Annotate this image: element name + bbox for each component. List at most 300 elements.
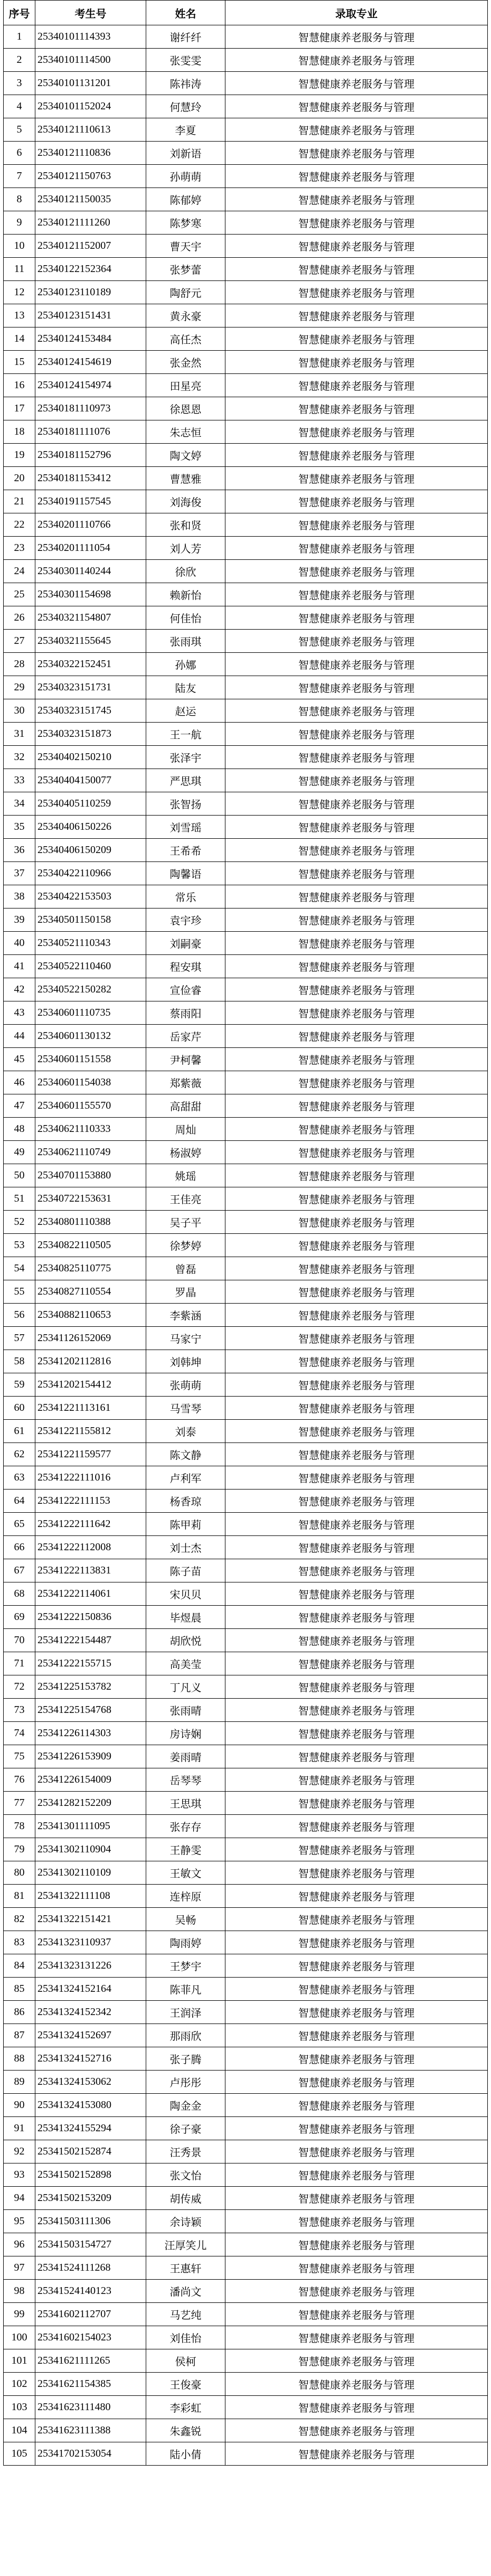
table-row bbox=[4, 1490, 488, 1513]
cell-major: 智慧健康养老服务与管理 bbox=[225, 2256, 488, 2280]
cell-name: 陶馨语 bbox=[146, 862, 225, 885]
table-row bbox=[4, 281, 488, 304]
cell-exam-id: 25340181111076 bbox=[35, 420, 146, 444]
cell-major: 智慧健康养老服务与管理 bbox=[225, 1954, 488, 1978]
cell-name: 刘佳怡 bbox=[146, 2326, 225, 2349]
table-row bbox=[4, 2280, 488, 2303]
cell-major: 智慧健康养老服务与管理 bbox=[225, 2024, 488, 2047]
cell-name: 王润泽 bbox=[146, 2001, 225, 2024]
cell-major: 智慧健康养老服务与管理 bbox=[225, 630, 488, 653]
cell-major: 智慧健康养老服务与管理 bbox=[225, 955, 488, 978]
table-row bbox=[4, 327, 488, 351]
cell-name: 陈梦寒 bbox=[146, 211, 225, 235]
cell-index: 47 bbox=[4, 1094, 35, 1118]
cell-exam-id: 25340522110460 bbox=[35, 955, 146, 978]
table-row bbox=[4, 1048, 488, 1071]
table-row bbox=[4, 1954, 488, 1978]
cell-exam-id: 25341126152069 bbox=[35, 1327, 146, 1350]
cell-name: 王佳亮 bbox=[146, 1187, 225, 1211]
table-row bbox=[4, 72, 488, 95]
cell-name: 蔡雨阳 bbox=[146, 1001, 225, 1025]
cell-major: 智慧健康养老服务与管理 bbox=[225, 374, 488, 397]
table-row bbox=[4, 165, 488, 188]
cell-name: 吴子平 bbox=[146, 1211, 225, 1234]
cell-index: 71 bbox=[4, 1652, 35, 1675]
table-row bbox=[4, 1978, 488, 2001]
cell-major: 智慧健康养老服务与管理 bbox=[225, 397, 488, 420]
cell-exam-id: 25341226154009 bbox=[35, 1768, 146, 1792]
table-row bbox=[4, 792, 488, 816]
cell-index: 97 bbox=[4, 2256, 35, 2280]
cell-major: 智慧健康养老服务与管理 bbox=[225, 2094, 488, 2117]
table-row bbox=[4, 25, 488, 49]
cell-major: 智慧健康养老服务与管理 bbox=[225, 1559, 488, 1582]
cell-name: 王梦宇 bbox=[146, 1954, 225, 1978]
cell-name: 余诗颖 bbox=[146, 2210, 225, 2233]
cell-index: 4 bbox=[4, 95, 35, 118]
cell-name: 尹柯馨 bbox=[146, 1048, 225, 1071]
table-row bbox=[4, 2396, 488, 2419]
cell-name: 陆小倩 bbox=[146, 2442, 225, 2466]
cell-major: 智慧健康养老服务与管理 bbox=[225, 1304, 488, 1327]
cell-exam-id: 25340323151731 bbox=[35, 676, 146, 699]
cell-name: 刘韩坤 bbox=[146, 1350, 225, 1373]
cell-exam-id: 25340601130132 bbox=[35, 1025, 146, 1048]
cell-name: 赖新怡 bbox=[146, 583, 225, 606]
cell-major: 智慧健康养老服务与管理 bbox=[225, 769, 488, 792]
cell-index: 77 bbox=[4, 1792, 35, 1815]
cell-index: 23 bbox=[4, 537, 35, 560]
cell-major: 智慧健康养老服务与管理 bbox=[225, 2071, 488, 2094]
table-row bbox=[4, 932, 488, 955]
table-row bbox=[4, 2117, 488, 2140]
table-row bbox=[4, 2210, 488, 2233]
cell-index: 93 bbox=[4, 2163, 35, 2187]
table-row bbox=[4, 537, 488, 560]
cell-major: 智慧健康养老服务与管理 bbox=[225, 211, 488, 235]
cell-exam-id: 25341222113831 bbox=[35, 1559, 146, 1582]
cell-index: 7 bbox=[4, 165, 35, 188]
table-row bbox=[4, 606, 488, 630]
cell-major: 智慧健康养老服务与管理 bbox=[225, 444, 488, 467]
cell-major: 智慧健康养老服务与管理 bbox=[225, 1350, 488, 1373]
table-row bbox=[4, 2233, 488, 2256]
admission-table bbox=[3, 0, 488, 2466]
cell-exam-id: 25340301140244 bbox=[35, 560, 146, 583]
cell-index: 2 bbox=[4, 49, 35, 72]
cell-major: 智慧健康养老服务与管理 bbox=[225, 978, 488, 1001]
cell-name: 胡传威 bbox=[146, 2187, 225, 2210]
cell-index: 82 bbox=[4, 1908, 35, 1931]
cell-name: 卢彤彤 bbox=[146, 2071, 225, 2094]
cell-name: 张智扬 bbox=[146, 792, 225, 816]
cell-major: 智慧健康养老服务与管理 bbox=[225, 699, 488, 723]
cell-major: 智慧健康养老服务与管理 bbox=[225, 1164, 488, 1187]
cell-exam-id: 25340701153880 bbox=[35, 1164, 146, 1187]
table-row bbox=[4, 304, 488, 327]
cell-index: 60 bbox=[4, 1397, 35, 1420]
cell-exam-id: 25341502152898 bbox=[35, 2163, 146, 2187]
table-row bbox=[4, 1931, 488, 1954]
cell-major: 智慧健康养老服务与管理 bbox=[225, 1397, 488, 1420]
cell-index: 24 bbox=[4, 560, 35, 583]
cell-major: 智慧健康养老服务与管理 bbox=[225, 1885, 488, 1908]
table-row bbox=[4, 2140, 488, 2163]
cell-exam-id: 25341282152209 bbox=[35, 1792, 146, 1815]
cell-major: 智慧健康养老服务与管理 bbox=[225, 1025, 488, 1048]
cell-index: 5 bbox=[4, 118, 35, 142]
cell-major: 智慧健康养老服务与管理 bbox=[225, 1257, 488, 1280]
table-row bbox=[4, 1745, 488, 1768]
cell-index: 49 bbox=[4, 1141, 35, 1164]
cell-index: 72 bbox=[4, 1675, 35, 1699]
table-row bbox=[4, 816, 488, 839]
cell-name: 徐梦婷 bbox=[146, 1234, 225, 1257]
cell-index: 32 bbox=[4, 746, 35, 769]
cell-index: 99 bbox=[4, 2303, 35, 2326]
cell-name: 马雪琴 bbox=[146, 1397, 225, 1420]
table-row bbox=[4, 1118, 488, 1141]
cell-major: 智慧健康养老服务与管理 bbox=[225, 2140, 488, 2163]
table-row bbox=[4, 142, 488, 165]
cell-index: 70 bbox=[4, 1629, 35, 1652]
table-row bbox=[4, 1257, 488, 1280]
cell-index: 56 bbox=[4, 1304, 35, 1327]
cell-major: 智慧健康养老服务与管理 bbox=[225, 142, 488, 165]
cell-exam-id: 25340801110388 bbox=[35, 1211, 146, 1234]
cell-exam-id: 25341503154727 bbox=[35, 2233, 146, 2256]
header-major: 录取专业 bbox=[225, 1, 488, 25]
cell-major: 智慧健康养老服务与管理 bbox=[225, 676, 488, 699]
cell-exam-id: 25340601155570 bbox=[35, 1094, 146, 1118]
cell-name: 王静雯 bbox=[146, 1838, 225, 1861]
cell-name: 田星亮 bbox=[146, 374, 225, 397]
cell-major: 智慧健康养老服务与管理 bbox=[225, 723, 488, 746]
cell-major: 智慧健康养老服务与管理 bbox=[225, 1141, 488, 1164]
cell-index: 39 bbox=[4, 908, 35, 932]
cell-exam-id: 25341324152697 bbox=[35, 2024, 146, 2047]
cell-index: 20 bbox=[4, 467, 35, 490]
table-row bbox=[4, 1280, 488, 1304]
cell-exam-id: 25340422153503 bbox=[35, 885, 146, 908]
cell-name: 张雯雯 bbox=[146, 49, 225, 72]
cell-exam-id: 25340601154038 bbox=[35, 1071, 146, 1094]
table-row bbox=[4, 1466, 488, 1490]
cell-major: 智慧健康养老服务与管理 bbox=[225, 2187, 488, 2210]
cell-exam-id: 25340121110836 bbox=[35, 142, 146, 165]
cell-major: 智慧健康养老服务与管理 bbox=[225, 327, 488, 351]
cell-exam-id: 25340121152007 bbox=[35, 235, 146, 258]
table-row bbox=[4, 444, 488, 467]
cell-index: 102 bbox=[4, 2373, 35, 2396]
cell-name: 吴畅 bbox=[146, 1908, 225, 1931]
cell-index: 65 bbox=[4, 1513, 35, 1536]
cell-index: 6 bbox=[4, 142, 35, 165]
cell-name: 陈祎涛 bbox=[146, 72, 225, 95]
table-row bbox=[4, 2001, 488, 2024]
cell-name: 王思琪 bbox=[146, 1792, 225, 1815]
cell-name: 刘士杰 bbox=[146, 1536, 225, 1559]
cell-exam-id: 25340404150077 bbox=[35, 769, 146, 792]
cell-exam-id: 25341225153782 bbox=[35, 1675, 146, 1699]
cell-major: 智慧健康养老服务与管理 bbox=[225, 1420, 488, 1443]
cell-exam-id: 25341222154487 bbox=[35, 1629, 146, 1652]
table-row bbox=[4, 746, 488, 769]
cell-exam-id: 25340601110735 bbox=[35, 1001, 146, 1025]
cell-major: 智慧健康养老服务与管理 bbox=[225, 1838, 488, 1861]
cell-exam-id: 25341524111268 bbox=[35, 2256, 146, 2280]
cell-exam-id: 25341226114303 bbox=[35, 1722, 146, 1745]
cell-index: 92 bbox=[4, 2140, 35, 2163]
cell-major: 智慧健康养老服务与管理 bbox=[225, 2001, 488, 2024]
cell-name: 王俊豪 bbox=[146, 2373, 225, 2396]
cell-index: 43 bbox=[4, 1001, 35, 1025]
table-row bbox=[4, 2187, 488, 2210]
cell-index: 17 bbox=[4, 397, 35, 420]
cell-name: 袁宇珍 bbox=[146, 908, 225, 932]
cell-index: 104 bbox=[4, 2419, 35, 2442]
cell-index: 76 bbox=[4, 1768, 35, 1792]
cell-major: 智慧健康养老服务与管理 bbox=[225, 653, 488, 676]
cell-major: 智慧健康养老服务与管理 bbox=[225, 118, 488, 142]
table-row bbox=[4, 2349, 488, 2373]
cell-exam-id: 25340621110333 bbox=[35, 1118, 146, 1141]
cell-index: 46 bbox=[4, 1071, 35, 1094]
cell-exam-id: 25341621154385 bbox=[35, 2373, 146, 2396]
cell-major: 智慧健康养老服务与管理 bbox=[225, 1071, 488, 1094]
table-row bbox=[4, 1582, 488, 1606]
cell-exam-id: 25341222155715 bbox=[35, 1652, 146, 1675]
cell-name: 丁凡义 bbox=[146, 1675, 225, 1699]
cell-index: 101 bbox=[4, 2349, 35, 2373]
table-row bbox=[4, 630, 488, 653]
cell-name: 杨淑婷 bbox=[146, 1141, 225, 1164]
table-row bbox=[4, 1327, 488, 1350]
cell-exam-id: 25340321154807 bbox=[35, 606, 146, 630]
table-row bbox=[4, 1304, 488, 1327]
cell-index: 18 bbox=[4, 420, 35, 444]
cell-exam-id: 25341202112816 bbox=[35, 1350, 146, 1373]
cell-name: 高任杰 bbox=[146, 327, 225, 351]
table-row bbox=[4, 188, 488, 211]
cell-exam-id: 25341324153080 bbox=[35, 2094, 146, 2117]
cell-major: 智慧健康养老服务与管理 bbox=[225, 304, 488, 327]
cell-index: 11 bbox=[4, 258, 35, 281]
cell-major: 智慧健康养老服务与管理 bbox=[225, 885, 488, 908]
cell-name: 孙娜 bbox=[146, 653, 225, 676]
cell-exam-id: 25340323151873 bbox=[35, 723, 146, 746]
cell-major: 智慧健康养老服务与管理 bbox=[225, 351, 488, 374]
cell-index: 74 bbox=[4, 1722, 35, 1745]
cell-exam-id: 25340101114393 bbox=[35, 25, 146, 49]
cell-name: 郑紫薇 bbox=[146, 1071, 225, 1094]
cell-name: 王敏文 bbox=[146, 1861, 225, 1885]
cell-name: 岳家芹 bbox=[146, 1025, 225, 1048]
cell-index: 67 bbox=[4, 1559, 35, 1582]
cell-major: 智慧健康养老服务与管理 bbox=[225, 1699, 488, 1722]
table-row bbox=[4, 560, 488, 583]
cell-exam-id: 25341225154768 bbox=[35, 1699, 146, 1722]
cell-exam-id: 25341322111108 bbox=[35, 1885, 146, 1908]
cell-name: 王一航 bbox=[146, 723, 225, 746]
cell-index: 80 bbox=[4, 1861, 35, 1885]
cell-exam-id: 25340191157545 bbox=[35, 490, 146, 513]
cell-name: 何佳怡 bbox=[146, 606, 225, 630]
cell-exam-id: 25341322151421 bbox=[35, 1908, 146, 1931]
cell-name: 罗晶 bbox=[146, 1280, 225, 1304]
cell-index: 14 bbox=[4, 327, 35, 351]
table-body bbox=[4, 25, 488, 2466]
cell-name: 胡欣悦 bbox=[146, 1629, 225, 1652]
table-row bbox=[4, 769, 488, 792]
cell-major: 智慧健康养老服务与管理 bbox=[225, 1490, 488, 1513]
cell-major: 智慧健康养老服务与管理 bbox=[225, 1513, 488, 1536]
cell-major: 智慧健康养老服务与管理 bbox=[225, 2117, 488, 2140]
cell-index: 85 bbox=[4, 1978, 35, 2001]
cell-name: 徐恩恩 bbox=[146, 397, 225, 420]
cell-index: 19 bbox=[4, 444, 35, 467]
cell-major: 智慧健康养老服务与管理 bbox=[225, 490, 488, 513]
cell-major: 智慧健康养老服务与管理 bbox=[225, 1582, 488, 1606]
table-row bbox=[4, 839, 488, 862]
cell-exam-id: 25340101114500 bbox=[35, 49, 146, 72]
table-row bbox=[4, 723, 488, 746]
cell-exam-id: 25340121150763 bbox=[35, 165, 146, 188]
cell-exam-id: 25340406150226 bbox=[35, 816, 146, 839]
cell-exam-id: 25341222111153 bbox=[35, 1490, 146, 1513]
cell-exam-id: 25340601151558 bbox=[35, 1048, 146, 1071]
cell-exam-id: 25340406150209 bbox=[35, 839, 146, 862]
cell-index: 73 bbox=[4, 1699, 35, 1722]
cell-name: 姚瑶 bbox=[146, 1164, 225, 1187]
cell-exam-id: 25340124154974 bbox=[35, 374, 146, 397]
table-row bbox=[4, 1513, 488, 1536]
cell-index: 9 bbox=[4, 211, 35, 235]
cell-exam-id: 25340301154698 bbox=[35, 583, 146, 606]
cell-major: 智慧健康养老服务与管理 bbox=[225, 1234, 488, 1257]
cell-name: 刘人芳 bbox=[146, 537, 225, 560]
table-row bbox=[4, 2419, 488, 2442]
cell-name: 刘嗣豪 bbox=[146, 932, 225, 955]
cell-name: 陈文静 bbox=[146, 1443, 225, 1466]
table-row bbox=[4, 862, 488, 885]
cell-major: 智慧健康养老服务与管理 bbox=[225, 2373, 488, 2396]
cell-name: 那雨欣 bbox=[146, 2024, 225, 2047]
table-row bbox=[4, 1071, 488, 1094]
table-row bbox=[4, 1885, 488, 1908]
cell-major: 智慧健康养老服务与管理 bbox=[225, 2210, 488, 2233]
cell-index: 52 bbox=[4, 1211, 35, 1234]
cell-exam-id: 25340722153631 bbox=[35, 1187, 146, 1211]
cell-major: 智慧健康养老服务与管理 bbox=[225, 2163, 488, 2187]
cell-index: 48 bbox=[4, 1118, 35, 1141]
cell-index: 105 bbox=[4, 2442, 35, 2466]
cell-major: 智慧健康养老服务与管理 bbox=[225, 908, 488, 932]
cell-major: 智慧健康养老服务与管理 bbox=[225, 606, 488, 630]
cell-name: 李夏 bbox=[146, 118, 225, 142]
table-row bbox=[4, 2071, 488, 2094]
cell-index: 35 bbox=[4, 816, 35, 839]
cell-exam-id: 25341323131226 bbox=[35, 1954, 146, 1978]
cell-name: 陶文婷 bbox=[146, 444, 225, 467]
cell-index: 8 bbox=[4, 188, 35, 211]
table-row bbox=[4, 467, 488, 490]
cell-major: 智慧健康养老服务与管理 bbox=[225, 72, 488, 95]
cell-name: 王惠轩 bbox=[146, 2256, 225, 2280]
cell-major: 智慧健康养老服务与管理 bbox=[225, 1373, 488, 1397]
cell-index: 57 bbox=[4, 1327, 35, 1350]
cell-major: 智慧健康养老服务与管理 bbox=[225, 258, 488, 281]
cell-exam-id: 25340181152796 bbox=[35, 444, 146, 467]
cell-exam-id: 25341324152164 bbox=[35, 1978, 146, 2001]
cell-index: 33 bbox=[4, 769, 35, 792]
cell-exam-id: 25341221113161 bbox=[35, 1397, 146, 1420]
cell-index: 100 bbox=[4, 2326, 35, 2349]
cell-exam-id: 25340501150158 bbox=[35, 908, 146, 932]
cell-index: 51 bbox=[4, 1187, 35, 1211]
cell-name: 何慧玲 bbox=[146, 95, 225, 118]
cell-index: 13 bbox=[4, 304, 35, 327]
table-row bbox=[4, 1699, 488, 1722]
cell-major: 智慧健康养老服务与管理 bbox=[225, 537, 488, 560]
cell-index: 78 bbox=[4, 1815, 35, 1838]
cell-index: 12 bbox=[4, 281, 35, 304]
cell-exam-id: 25341324153062 bbox=[35, 2071, 146, 2094]
cell-major: 智慧健康养老服务与管理 bbox=[225, 467, 488, 490]
table-row bbox=[4, 374, 488, 397]
cell-major: 智慧健康养老服务与管理 bbox=[225, 25, 488, 49]
cell-major: 智慧健康养老服务与管理 bbox=[225, 49, 488, 72]
cell-index: 103 bbox=[4, 2396, 35, 2419]
table-row bbox=[4, 908, 488, 932]
cell-index: 63 bbox=[4, 1466, 35, 1490]
table-row bbox=[4, 420, 488, 444]
cell-exam-id: 25341222111016 bbox=[35, 1466, 146, 1490]
cell-name: 刘新语 bbox=[146, 142, 225, 165]
cell-exam-id: 25341602112707 bbox=[35, 2303, 146, 2326]
cell-index: 15 bbox=[4, 351, 35, 374]
cell-exam-id: 25340322152451 bbox=[35, 653, 146, 676]
cell-major: 智慧健康养老服务与管理 bbox=[225, 2419, 488, 2442]
cell-major: 智慧健康养老服务与管理 bbox=[225, 1466, 488, 1490]
cell-index: 58 bbox=[4, 1350, 35, 1373]
cell-index: 45 bbox=[4, 1048, 35, 1071]
cell-name: 赵运 bbox=[146, 699, 225, 723]
table-row bbox=[4, 1001, 488, 1025]
cell-exam-id: 25340122152364 bbox=[35, 258, 146, 281]
cell-name: 姜雨晴 bbox=[146, 1745, 225, 1768]
cell-exam-id: 25340323151745 bbox=[35, 699, 146, 723]
cell-exam-id: 25340201110766 bbox=[35, 513, 146, 537]
cell-major: 智慧健康养老服务与管理 bbox=[225, 2442, 488, 2466]
cell-exam-id: 25340827110554 bbox=[35, 1280, 146, 1304]
cell-name: 陶金金 bbox=[146, 2094, 225, 2117]
cell-major: 智慧健康养老服务与管理 bbox=[225, 1652, 488, 1675]
cell-index: 34 bbox=[4, 792, 35, 816]
cell-major: 智慧健康养老服务与管理 bbox=[225, 1792, 488, 1815]
cell-index: 87 bbox=[4, 2024, 35, 2047]
cell-exam-id: 25340121150035 bbox=[35, 188, 146, 211]
table-row bbox=[4, 2047, 488, 2071]
table-row bbox=[4, 955, 488, 978]
table-row bbox=[4, 211, 488, 235]
cell-major: 智慧健康养老服务与管理 bbox=[225, 2349, 488, 2373]
cell-index: 26 bbox=[4, 606, 35, 630]
cell-name: 孙萌萌 bbox=[146, 165, 225, 188]
cell-exam-id: 25341524140123 bbox=[35, 2280, 146, 2303]
cell-name: 刘泰 bbox=[146, 1420, 225, 1443]
cell-name: 汪厚笑儿 bbox=[146, 2233, 225, 2256]
